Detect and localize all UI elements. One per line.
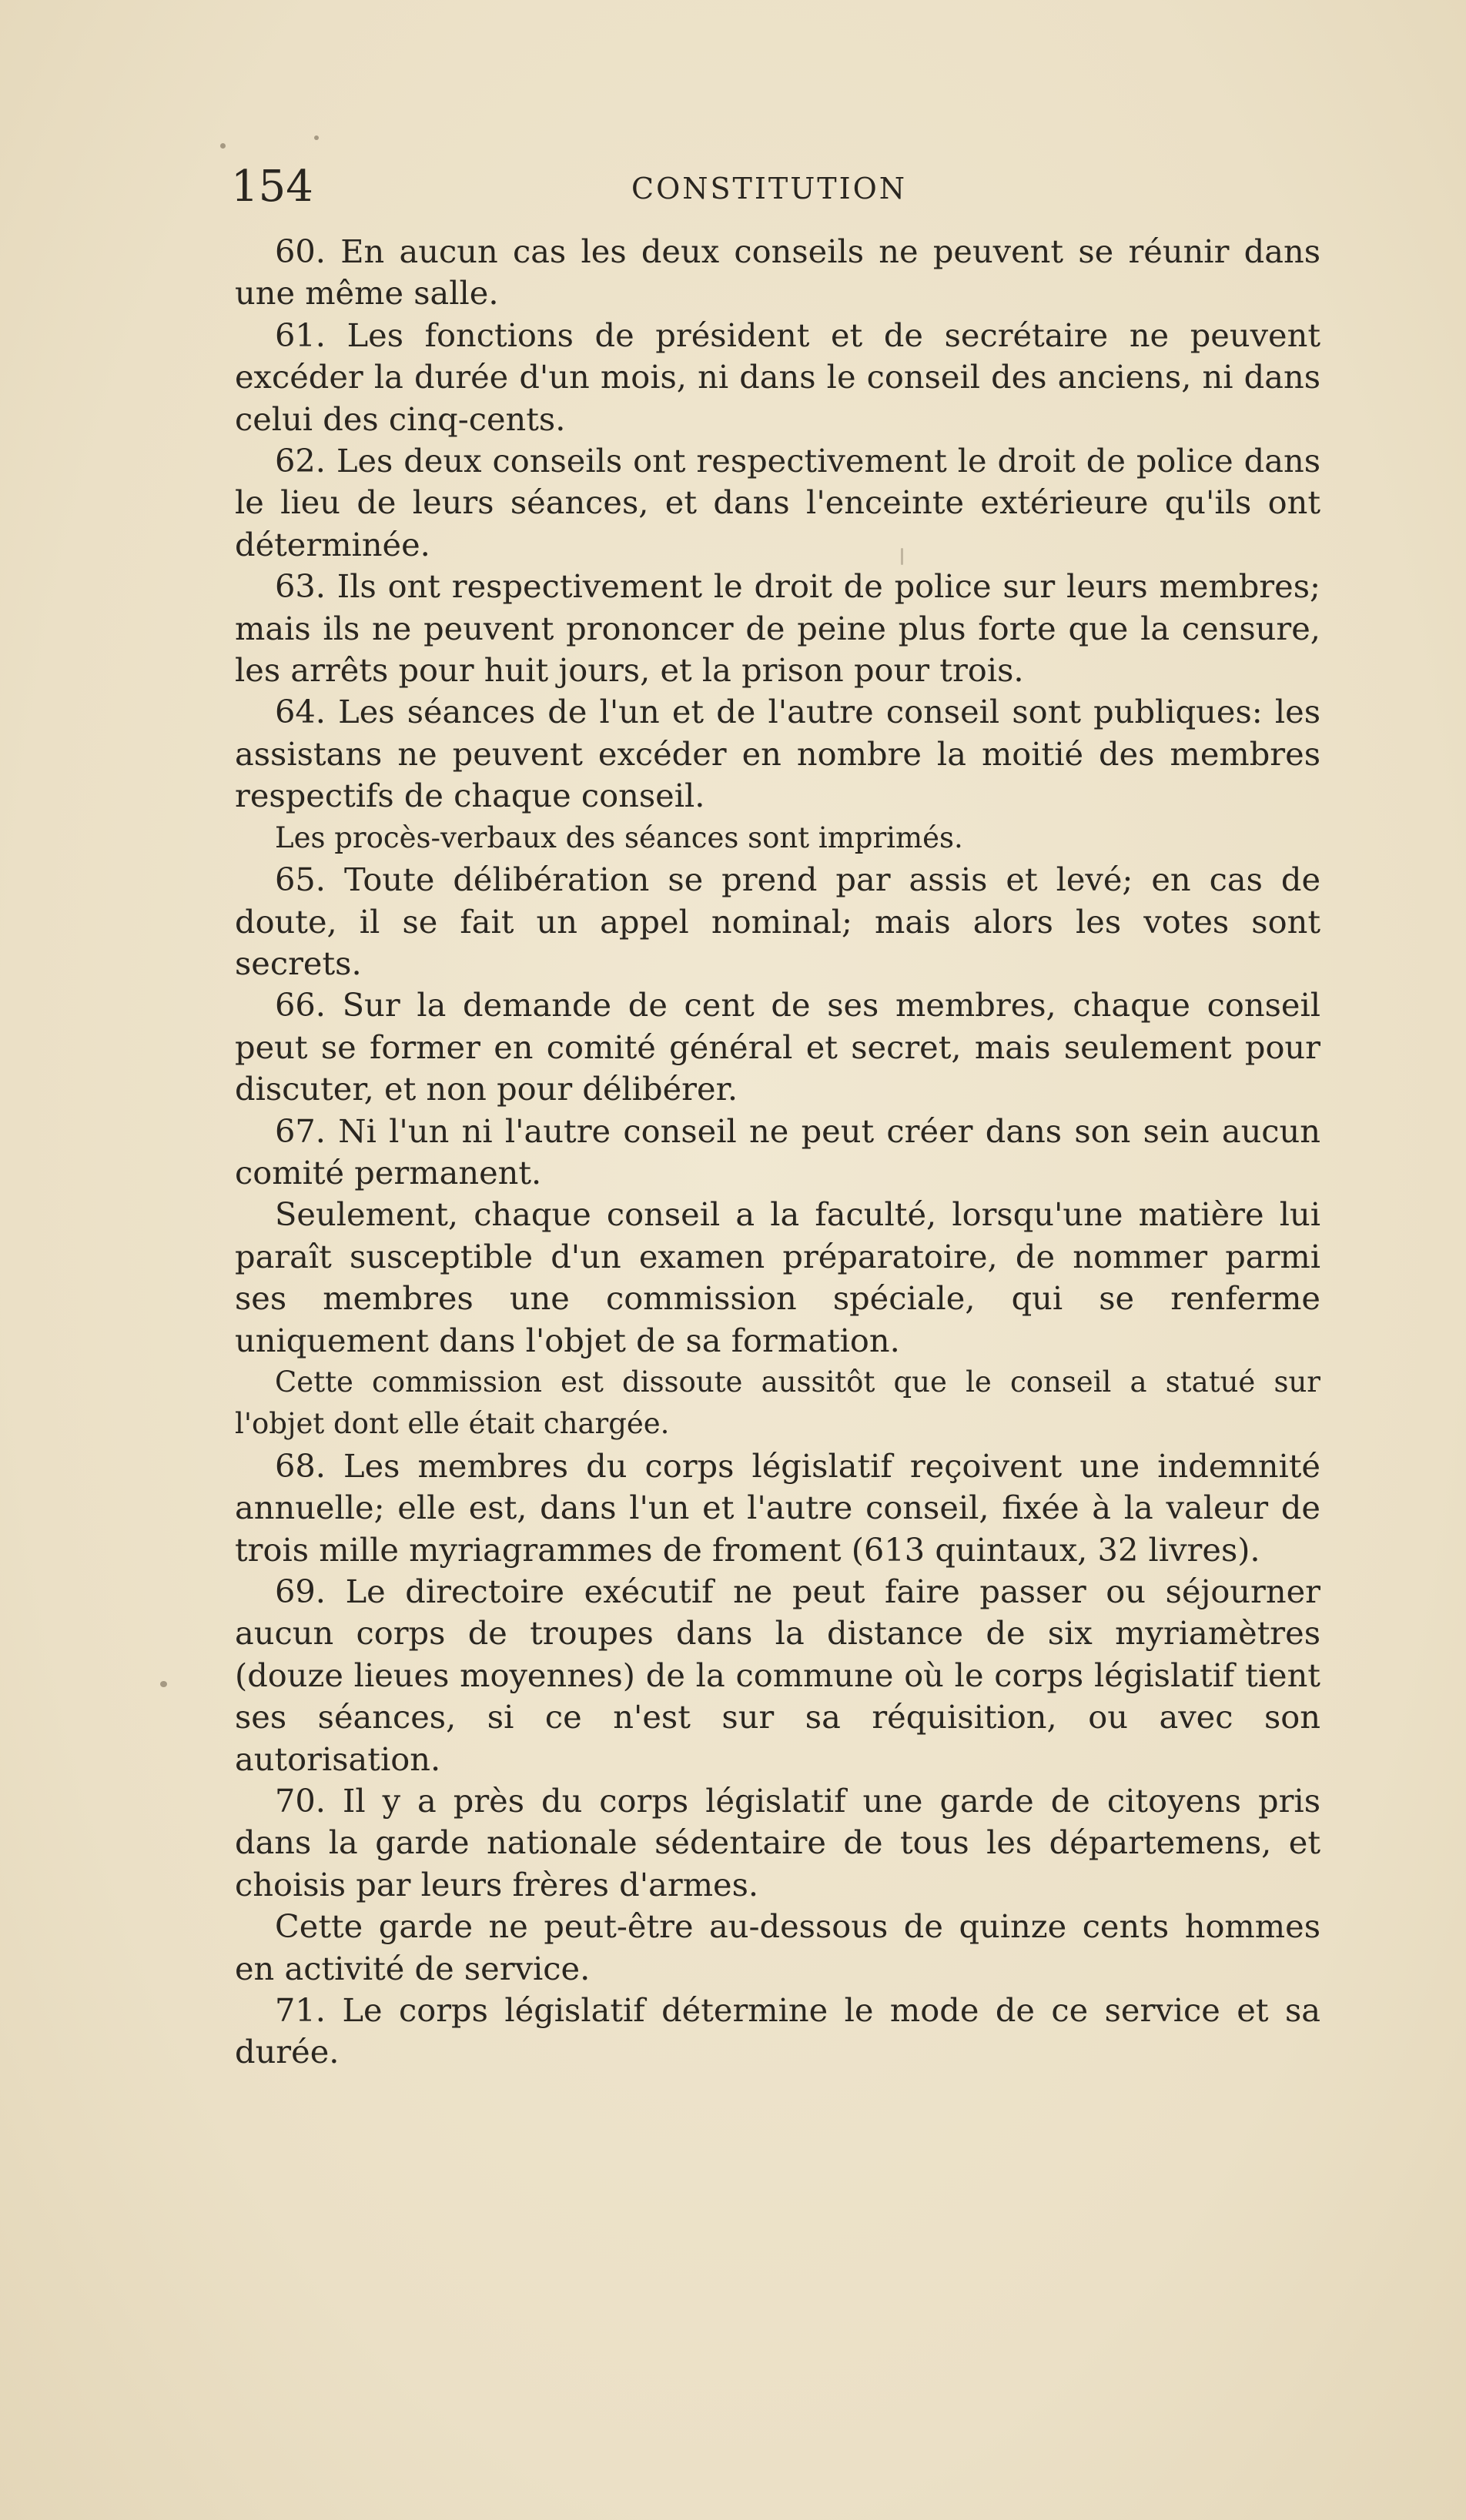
article-67-continuation: Seulement, chaque conseil a la faculté, lorsqu'une matière lui paraît susceptible d'un examen préparatoire, de nommer parmi ses membres une commission spéciale, qui se renferme uniquement dans l'objet de sa formation.: [235, 1195, 1320, 1359]
article-70: 70. Il y a près du corps législatif une garde de citoyens pris dans la garde nationale sédentaire de tous les départemens, et choisis par leurs frères d'armes.: [235, 1782, 1320, 1903]
ink-fleck: [220, 143, 226, 149]
page-header: [231, 160, 1324, 214]
page-number: 154: [231, 162, 313, 212]
article-65: 65. Toute délibération se prend par assis et levé; en cas de doute, il se fait un appel nominal; mais alors les votes sont secrets.: [235, 861, 1320, 982]
body-text: [235, 231, 1320, 2074]
article-67-continuation-2: Cette commission est dissoute aussitôt que le conseil a statué sur l'objet dont elle était chargée.: [235, 1365, 1320, 1441]
article-64: 64. Les séances de l'un et de l'autre conseil sont publiques: les assistans ne peuvent excéder en nombre la moitié des membres respectifs de chaque conseil.: [235, 693, 1320, 815]
article-70-continuation: Cette garde ne peut-être au-dessous de quinze cents hommes en activité de service.: [235, 1907, 1320, 1987]
ink-fleck: [160, 1681, 167, 1687]
article-60: 60. En aucun cas les deux conseils ne peuvent se réunir dans une même salle.: [235, 232, 1320, 312]
article-64-continuation: Les procès-verbaux des séances sont imprimés.: [275, 821, 963, 854]
article-62: 62. Les deux conseils ont respectivement le droit de police dans le lieu de leurs séances, et dans l'enceinte extérieure qu'ils ont déterminée.: [235, 442, 1320, 563]
article-69: 69. Le directoire exécutif ne peut faire passer ou séjourner aucun corps de troupes dans la distance de six myriamètres (douze lieues moyennes) de la commune où le corps législatif tient ses séances, si ce n'est sur sa réquisition, ou avec son autorisation.: [235, 1572, 1320, 1778]
article-71: 71. Le corps législatif détermine le mode de ce service et sa durée.: [235, 1991, 1320, 2071]
article-61: 61. Les fonctions de président et de secrétaire ne peuvent excéder la durée d'un mois, ni dans le conseil des anciens, ni dans celui des cinq-cents.: [235, 316, 1320, 438]
article-63: 63. Ils ont respectivement le droit de police sur leurs membres; mais ils ne peuvent prononcer de peine plus forte que la censure, les arrêts pour huit jours, et la prison pour trois.: [235, 567, 1320, 690]
article-66: 66. Sur la demande de cent de ses membres, chaque conseil peut se former en comité général et secret, mais seulement pour discuter, et non pour délibérer.: [235, 986, 1320, 1108]
running-title: CONSTITUTION: [631, 172, 907, 206]
article-68: 68. Les membres du corps législatif reçoivent une indemnité annuelle; elle est, dans l'un et l'autre conseil, fixée à la valeur de trois mille myriagrammes de froment (613 quintaux, 32 livres).: [235, 1446, 1320, 1569]
ink-fleck: [314, 135, 319, 140]
article-67: 67. Ni l'un ni l'autre conseil ne peut créer dans son sein aucun comité permanent.: [235, 1111, 1320, 1191]
